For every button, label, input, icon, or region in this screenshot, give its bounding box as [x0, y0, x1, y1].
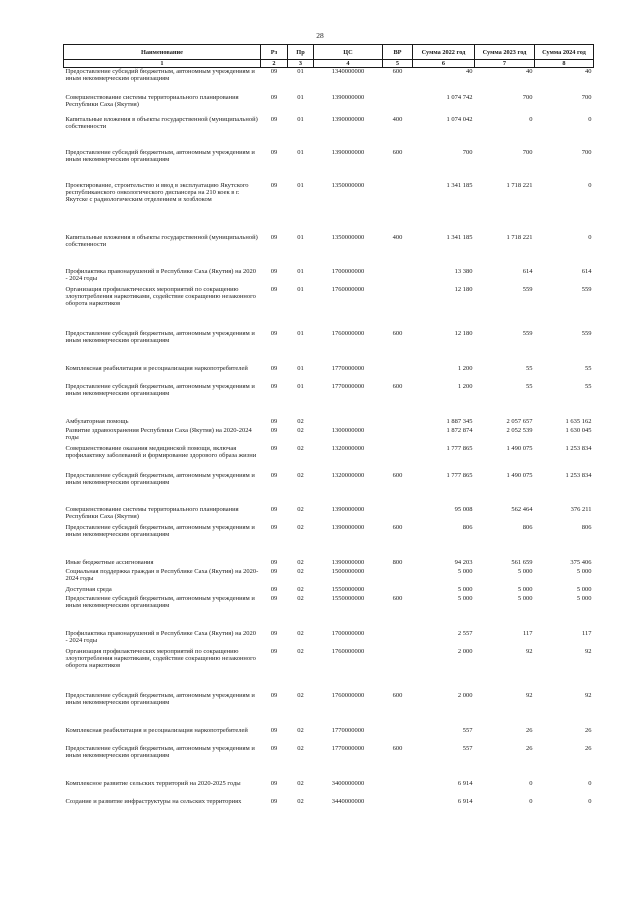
row-name: Организация профилактических мероприятий по сокращению злоупотребления наркотиками, содействие сокращению незаконного оборота наркотиков: [65, 285, 256, 308]
row-name: Предоставление субсидий бюджетным, автономным учреждениям и иным некоммерческим организациям: [65, 691, 255, 706]
row-pr: 02: [297, 444, 304, 452]
table-row: [64, 94, 594, 116]
table-row: [64, 648, 594, 692]
row-name: Предоставление субсидий бюджетным, автономным учреждениям и иным некоммерческим организациям: [65, 329, 255, 344]
row-cs: 1350000000: [331, 181, 365, 189]
row-rz: 09: [270, 691, 278, 699]
row-sum-2023: 40: [526, 68, 533, 75]
row-vr: [383, 445, 413, 472]
row-vr: [383, 780, 413, 798]
row-rz: 09: [270, 523, 278, 531]
row-vr: 600: [392, 523, 403, 531]
row-rz: 09: [270, 233, 278, 241]
row-sum-2022: 1 074 042: [446, 115, 473, 123]
row-sum-2024: 5 000: [576, 567, 592, 575]
row-sum-2024: 55: [585, 382, 592, 390]
table-row: [64, 365, 594, 383]
row-name: Капитальные вложения в объекты государственной (муниципальной) собственности: [65, 115, 258, 130]
row-rz: 09: [270, 594, 278, 602]
header-row: [64, 45, 594, 60]
header-vr: ВР: [383, 45, 413, 60]
row-sum-2023: 562 464: [511, 505, 533, 513]
row-cs: 1320000000: [331, 471, 365, 479]
row-vr: [383, 418, 413, 427]
table-row: [64, 506, 594, 524]
row-sum-2023: 614: [522, 267, 533, 275]
row-rz: 09: [270, 68, 278, 75]
row-vr: [383, 268, 413, 286]
row-sum-2023: 5 000: [517, 594, 533, 602]
row-cs: [314, 418, 383, 427]
row-vr: [383, 182, 413, 234]
row-sum-2024: 0: [588, 115, 592, 123]
row-vr: 400: [392, 233, 403, 241]
row-pr: 02: [297, 744, 304, 752]
row-cs: 1390000000: [331, 558, 365, 566]
header-pr: Пр: [288, 45, 314, 60]
row-vr: 600: [392, 329, 403, 337]
row-vr: 600: [392, 691, 403, 699]
row-name: Иные бюджетные ассигнования: [65, 558, 154, 566]
row-pr: 01: [297, 267, 304, 275]
table-row: [64, 568, 594, 586]
row-vr: [383, 427, 413, 445]
row-vr: 600: [392, 148, 403, 156]
row-pr: 02: [297, 629, 304, 637]
row-sum-2022: 1 341 185: [446, 181, 473, 189]
row-cs: 1700000000: [331, 267, 365, 275]
row-sum-2022: 2 000: [457, 691, 473, 699]
row-rz: 09: [270, 426, 278, 434]
row-sum-2023: 26: [526, 744, 533, 752]
row-name: Предоставление субсидий бюджетным, автономным учреждениям и иным некоммерческим организациям: [65, 68, 255, 83]
row-sum-2023: 5 000: [517, 567, 533, 575]
row-sum-2024: 40: [585, 68, 592, 75]
row-sum-2024: 92: [585, 691, 592, 699]
row-name: Доступная среда: [65, 585, 112, 593]
row-vr: [383, 94, 413, 116]
row-sum-2024: 614: [581, 267, 592, 275]
row-sum-2023: 806: [522, 523, 533, 531]
row-rz: 09: [270, 148, 278, 156]
table-row: [64, 116, 594, 149]
row-rz: 09: [270, 505, 278, 513]
row-name: Предоставление субсидий бюджетным, автономным учреждениям и иным некоммерческим организациям: [65, 523, 255, 538]
row-sum-2022: 700: [462, 148, 473, 156]
row-sum-2023: 92: [526, 647, 533, 655]
row-sum-2022: 5 000: [457, 567, 473, 575]
row-cs: 1760000000: [331, 329, 365, 337]
row-pr: 02: [297, 779, 304, 787]
row-sum-2023: 0: [529, 115, 533, 123]
row-sum-2023: 0: [529, 797, 533, 805]
row-sum-2024: 376 211: [570, 505, 592, 513]
table-row: [64, 68, 594, 94]
row-sum-2023: 700: [522, 148, 533, 156]
column-number: 4: [314, 60, 383, 68]
row-sum-2022: 5 000: [457, 585, 473, 593]
row-cs: 1550000000: [331, 585, 365, 593]
row-cs: 1770000000: [331, 382, 365, 390]
row-sum-2022: 40: [466, 68, 473, 75]
row-pr: 02: [297, 797, 304, 805]
row-pr: 02: [297, 505, 304, 513]
row-rz: 09: [270, 471, 278, 479]
row-sum-2023: 2 052 539: [506, 426, 533, 434]
row-sum-2022: 12 180: [454, 329, 473, 337]
row-vr: [383, 286, 413, 330]
row-rz: 09: [270, 647, 278, 655]
row-vr: 600: [392, 68, 403, 75]
row-sum-2023: 561 659: [511, 558, 533, 566]
row-rz: 09: [270, 744, 278, 752]
column-number-row: [64, 60, 594, 68]
header-cs: ЦС: [314, 45, 383, 60]
row-cs: 1390000000: [331, 148, 365, 156]
row-cs: 1300000000: [331, 426, 365, 434]
row-sum-2023: 92: [526, 691, 533, 699]
row-cs: 1770000000: [331, 744, 365, 752]
table-row: [64, 524, 594, 559]
table-row: [64, 692, 594, 727]
row-name: Профилактика правонарушений в Республике Саха (Якутия) на 2020 - 2024 годы: [65, 267, 257, 282]
row-sum-2024: 92: [585, 647, 592, 655]
row-sum-2023: 55: [526, 364, 533, 372]
row-sum-2022: 1 777 865: [446, 444, 473, 452]
row-pr: 02: [297, 691, 304, 699]
row-sum-2024: 559: [581, 329, 592, 337]
row-sum-2022: 2 557: [457, 629, 473, 637]
row-name: Совершенствование системы территориального планирования Республики Саха (Якутия): [65, 93, 239, 108]
row-pr: 01: [297, 329, 304, 337]
table-row: [64, 595, 594, 630]
row-sum-2023: 117: [522, 629, 533, 637]
row-sum-2024: 1 630 045: [565, 426, 592, 434]
row-sum-2022: 6 914: [457, 779, 473, 787]
column-number: 8: [535, 60, 594, 68]
row-sum-2024: 559: [581, 285, 592, 293]
row-sum-2024: 700: [581, 93, 592, 101]
row-name: Амбулаторная помощь: [65, 417, 129, 425]
table-row: [64, 780, 594, 798]
table-row: [64, 630, 594, 648]
row-sum-2024: 1 253 834: [565, 444, 592, 452]
row-sum-2023: 2 057 657: [506, 417, 533, 425]
row-pr: 01: [297, 181, 304, 189]
row-sum-2023: 700: [522, 93, 533, 101]
row-name: Создание и развитие инфраструктуры на сельских территориях: [65, 797, 242, 805]
row-cs: 3440000000: [331, 797, 365, 805]
column-number: 6: [413, 60, 475, 68]
row-sum-2022: 2 000: [457, 647, 473, 655]
row-pr: 02: [297, 567, 304, 575]
row-name: Совершенствование оказания медицинской помощи, включая профилактику заболеваний и формирование здорового образа жизни: [65, 444, 257, 459]
row-name: Комплексное развитие сельских территорий на 2020-2025 годы: [65, 779, 241, 787]
row-cs: 1700000000: [331, 629, 365, 637]
budget-table: [63, 44, 594, 816]
table-row: [64, 727, 594, 745]
header-name: Наименование: [64, 45, 261, 60]
column-number: 5: [383, 60, 413, 68]
row-rz: 09: [270, 115, 278, 123]
table-row: [64, 149, 594, 182]
row-sum-2023: 1 718 221: [506, 181, 533, 189]
row-sum-2023: 1 718 221: [506, 233, 533, 241]
row-name: Предоставление субсидий бюджетным, автономным учреждениям и иным некоммерческим организациям: [65, 148, 255, 163]
table-row: [64, 182, 594, 234]
row-pr: 01: [297, 285, 304, 293]
row-name: Профилактика правонарушений в Республике Саха (Якутия) на 2020 - 2024 годы: [65, 629, 257, 644]
row-pr: 02: [297, 558, 304, 566]
row-name: Предоставление субсидий бюджетным, автономным учреждениям и иным некоммерческим организациям: [65, 744, 255, 759]
row-cs: 3400000000: [331, 779, 365, 787]
row-sum-2023: 559: [522, 329, 533, 337]
header-sum-2022: Сумма 2022 год: [413, 45, 475, 60]
row-sum-2023: 26: [526, 726, 533, 734]
row-vr: [383, 798, 413, 816]
row-cs: 1500000000: [331, 567, 365, 575]
row-sum-2024: 700: [581, 148, 592, 156]
row-name: Комплексная реабилитация и ресоциализация наркопотребителей: [65, 364, 248, 372]
row-rz: 09: [270, 417, 278, 425]
row-sum-2022: 806: [462, 523, 473, 531]
row-rz: 09: [270, 93, 278, 101]
row-name: Социальная поддержка граждан в Республике Саха (Якутия) на 2020-2024 годы: [65, 567, 259, 582]
row-rz: 09: [270, 329, 278, 337]
row-sum-2023: 0: [529, 779, 533, 787]
row-name: Организация профилактических мероприятий по сокращению злоупотребления наркотиками, содействие сокращению незаконного оборота наркотиков: [65, 647, 256, 670]
row-cs: 1770000000: [331, 364, 365, 372]
row-sum-2022: 5 000: [457, 594, 473, 602]
row-cs: 1390000000: [331, 523, 365, 531]
row-vr: 800: [392, 558, 403, 566]
row-name: Совершенствование системы территориального планирования Республики Саха (Якутия): [65, 505, 239, 520]
row-name: Предоставление субсидий бюджетным, автономным учреждениям и иным некоммерческим организациям: [65, 471, 255, 486]
table-row: [64, 586, 594, 595]
row-pr: 02: [297, 523, 304, 531]
table-row: [64, 798, 594, 816]
row-pr: 02: [297, 471, 304, 479]
row-vr: [383, 568, 413, 586]
row-sum-2024: 0: [588, 779, 592, 787]
header-sum-2023: Сумма 2023 год: [475, 45, 535, 60]
row-sum-2024: 26: [585, 726, 592, 734]
row-sum-2022: 1 074 742: [446, 93, 473, 101]
row-sum-2024: 0: [588, 233, 592, 241]
row-pr: 01: [297, 382, 304, 390]
row-cs: 1390000000: [331, 115, 365, 123]
row-cs: 1760000000: [331, 647, 365, 655]
row-rz: 09: [270, 558, 278, 566]
row-sum-2024: 55: [585, 364, 592, 372]
row-vr: [383, 365, 413, 383]
row-rz: 09: [270, 444, 278, 452]
row-vr: 600: [392, 382, 403, 390]
row-cs: 1760000000: [331, 691, 365, 699]
header-sum-2024: Сумма 2024 год: [535, 45, 594, 60]
row-vr: [383, 648, 413, 692]
row-sum-2024: 5 000: [576, 585, 592, 593]
table-row: [64, 330, 594, 365]
row-pr: 02: [297, 647, 304, 655]
table-row: [64, 268, 594, 286]
header-rz: Рз: [261, 45, 288, 60]
table-row: [64, 472, 594, 506]
row-pr: 02: [297, 426, 304, 434]
row-sum-2022: 1 887 345: [446, 417, 473, 425]
row-sum-2022: 557: [462, 744, 473, 752]
row-sum-2022: 6 914: [457, 797, 473, 805]
row-pr: 01: [297, 115, 304, 123]
row-pr: 01: [297, 148, 304, 156]
row-sum-2022: 1 777 865: [446, 471, 473, 479]
row-pr: 02: [297, 417, 304, 425]
row-pr: 02: [297, 594, 304, 602]
row-pr: 01: [297, 233, 304, 241]
row-sum-2023: 1 490 075: [506, 444, 533, 452]
row-cs: 1760000000: [331, 285, 365, 293]
column-number: 1: [64, 60, 261, 68]
row-rz: 09: [270, 779, 278, 787]
table-row: [64, 383, 594, 418]
row-pr: 01: [297, 364, 304, 372]
row-cs: 1550000000: [331, 594, 365, 602]
row-sum-2024: 1 253 834: [565, 471, 592, 479]
table-row: [64, 445, 594, 472]
row-rz: 09: [270, 629, 278, 637]
table-row: [64, 427, 594, 445]
row-rz: 09: [270, 567, 278, 575]
row-sum-2024: 0: [588, 797, 592, 805]
page-number: 28: [316, 31, 324, 40]
row-sum-2022: 1 872 874: [446, 426, 473, 434]
column-number: 3: [288, 60, 314, 68]
table-row: [64, 418, 594, 427]
row-cs: 1350000000: [331, 233, 365, 241]
row-sum-2024: 1 635 162: [565, 417, 592, 425]
row-sum-2022: 557: [462, 726, 473, 734]
table-body: [64, 68, 594, 816]
row-sum-2024: 26: [585, 744, 592, 752]
column-number: 2: [261, 60, 288, 68]
row-sum-2023: 55: [526, 382, 533, 390]
row-rz: 09: [270, 364, 278, 372]
table-row: [64, 234, 594, 268]
row-name: Развитие здравоохранения Республики Саха (Якутия) на 2020-2024 годы: [65, 426, 252, 441]
row-cs: 1390000000: [331, 93, 365, 101]
row-pr: 01: [297, 93, 304, 101]
row-sum-2022: 1 200: [457, 364, 473, 372]
row-vr: 600: [392, 471, 403, 479]
table-row: [64, 745, 594, 780]
row-vr: 400: [392, 115, 403, 123]
row-vr: [383, 630, 413, 648]
row-pr: 02: [297, 726, 304, 734]
row-sum-2023: 1 490 075: [506, 471, 533, 479]
row-vr: 600: [392, 744, 403, 752]
row-sum-2022: 12 180: [454, 285, 473, 293]
row-vr: 600: [392, 594, 403, 602]
row-rz: 09: [270, 181, 278, 189]
row-sum-2024: 5 000: [576, 594, 592, 602]
row-name: Капитальные вложения в объекты государственной (муниципальной) собственности: [65, 233, 258, 248]
row-sum-2022: 1 200: [457, 382, 473, 390]
row-sum-2023: 559: [522, 285, 533, 293]
row-vr: [383, 727, 413, 745]
row-name: Комплексная реабилитация и ресоциализация наркопотребителей: [65, 726, 248, 734]
row-sum-2022: 95 008: [454, 505, 473, 513]
row-sum-2024: 806: [581, 523, 592, 531]
table-row: [64, 559, 594, 568]
row-cs: 1390000000: [331, 505, 365, 513]
row-name: Проектирование, строительство и ввод в эксплуатацию Якутского республиканского онкологического диспансера на 210 коек в г. Якутске с радиологическим отделением и хозблоком: [65, 181, 249, 204]
row-rz: 09: [270, 382, 278, 390]
row-sum-2024: 375 406: [570, 558, 592, 566]
row-rz: 09: [270, 585, 278, 593]
row-sum-2022: 13 380: [454, 267, 473, 275]
row-rz: 09: [270, 267, 278, 275]
row-cs: 1340000000: [331, 68, 365, 75]
row-rz: 09: [270, 285, 278, 293]
row-sum-2024: 117: [581, 629, 592, 637]
column-number: 7: [475, 60, 535, 68]
row-rz: 09: [270, 797, 278, 805]
row-sum-2022: 94 203: [454, 558, 473, 566]
row-sum-2023: 5 000: [517, 585, 533, 593]
row-cs: 1320000000: [331, 444, 365, 452]
row-cs: 1770000000: [331, 726, 365, 734]
row-rz: 09: [270, 726, 278, 734]
row-name: Предоставление субсидий бюджетным, автономным учреждениям и иным некоммерческим организациям: [65, 594, 255, 609]
row-sum-2024: 0: [588, 181, 592, 189]
row-pr: 02: [297, 585, 304, 593]
row-name: Предоставление субсидий бюджетным, автономным учреждениям и иным некоммерческим организациям: [65, 382, 255, 397]
row-sum-2022: 1 341 185: [446, 233, 473, 241]
row-vr: [383, 506, 413, 524]
table-row: [64, 286, 594, 330]
row-vr: [383, 586, 413, 595]
row-pr: 01: [297, 68, 304, 75]
